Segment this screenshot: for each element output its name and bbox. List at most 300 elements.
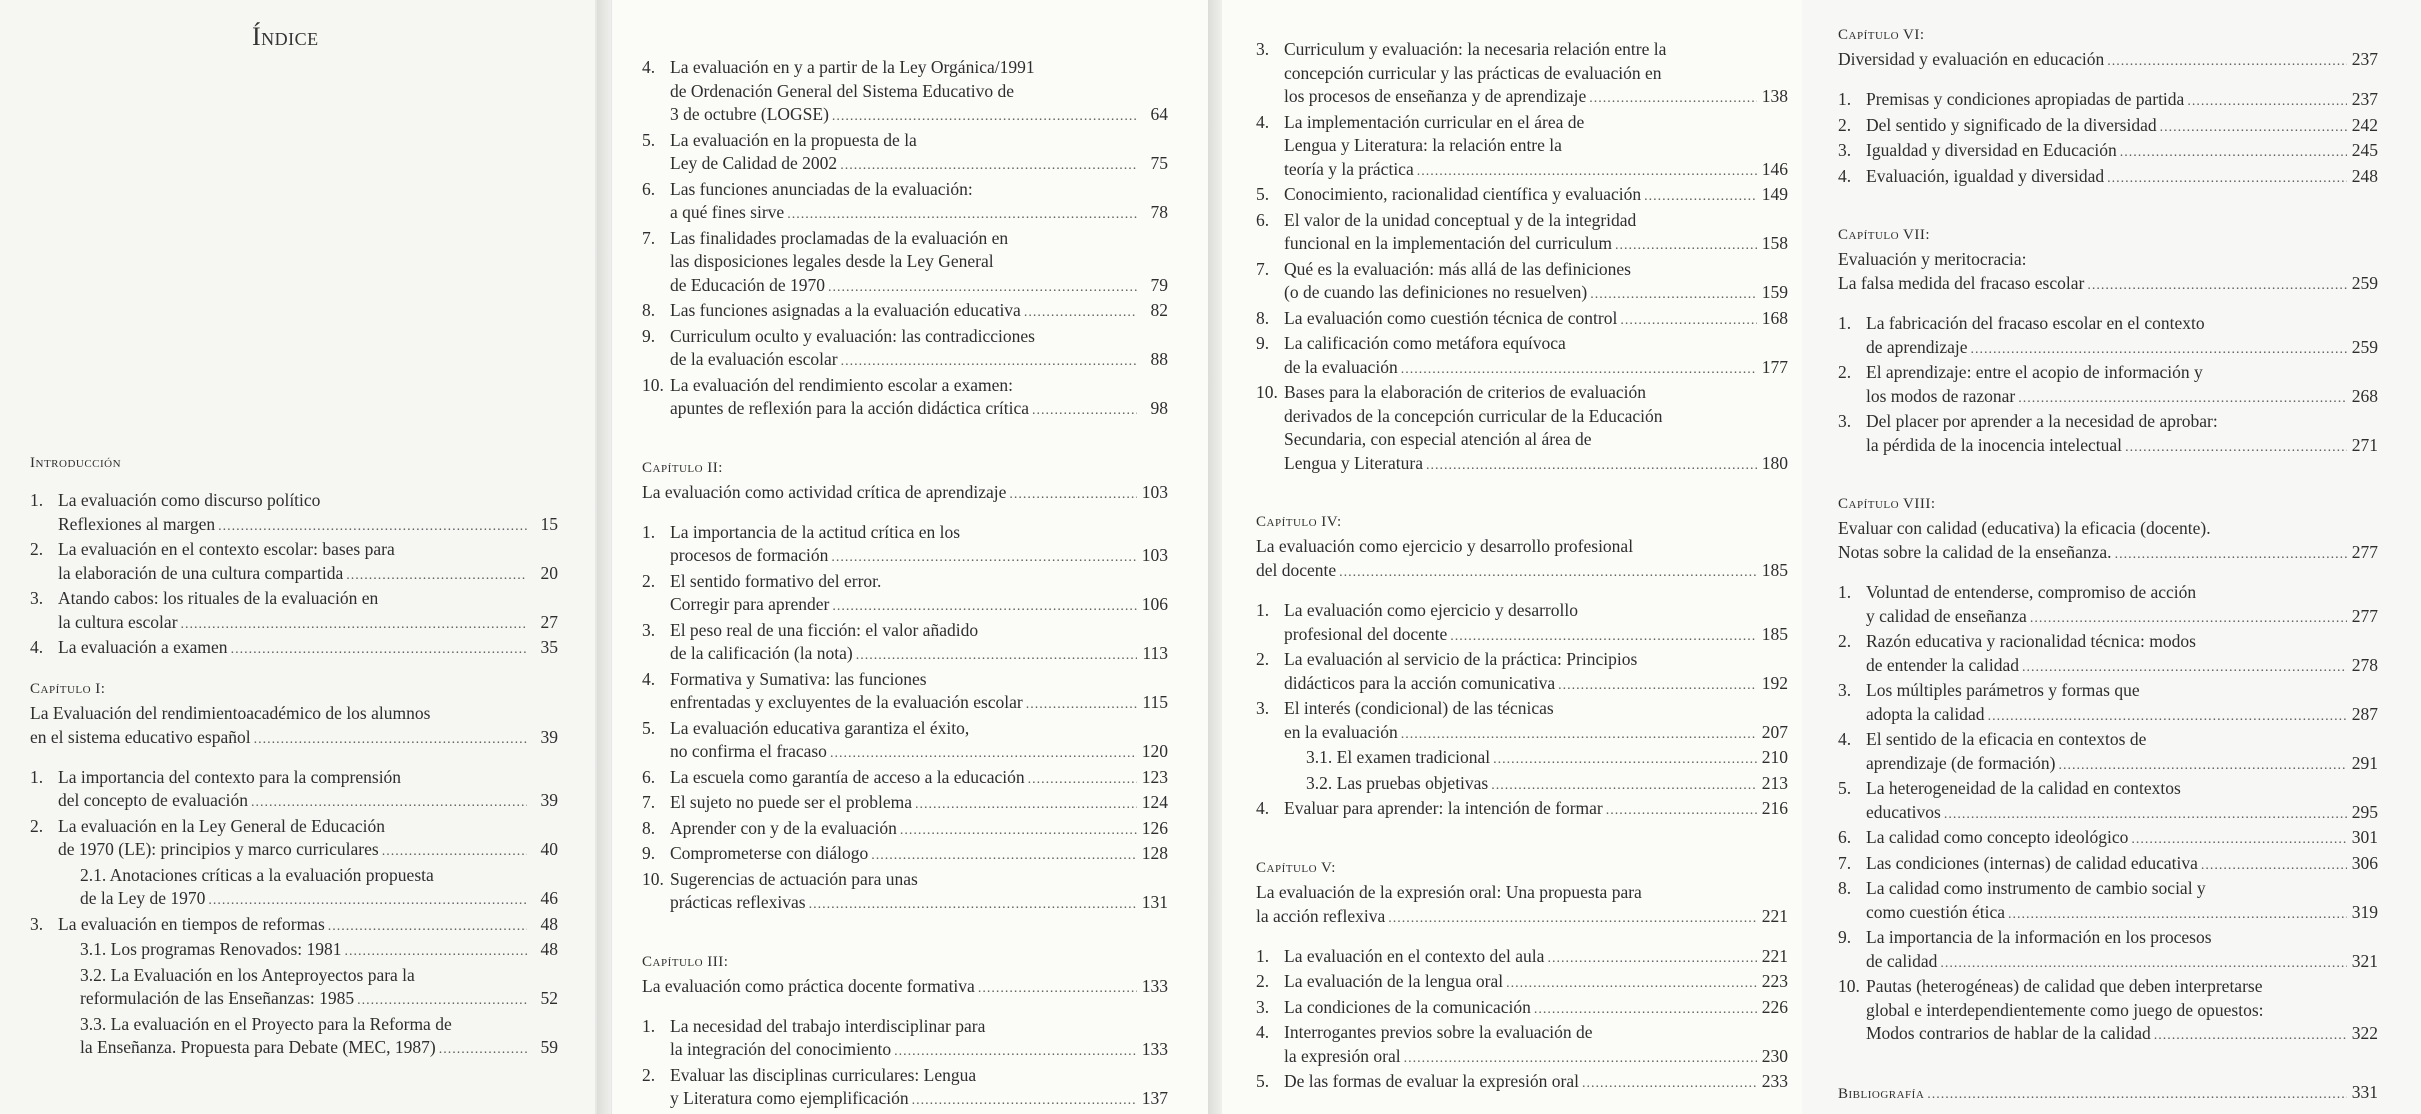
toc-entry[interactable] — [1838, 679, 2378, 728]
entry-last-line — [80, 938, 558, 964]
entry-number: 6. — [642, 766, 656, 787]
entry-last-line — [1866, 605, 2378, 631]
entry-number: 7. — [642, 227, 656, 248]
entry-text: La evaluación como ejercicio y desarrollo — [1284, 600, 1578, 620]
toc-entry[interactable] — [1256, 1070, 1788, 1096]
entry-number: 3. — [642, 619, 656, 640]
toc-entry[interactable] — [1256, 38, 1788, 111]
leader-dots — [439, 1038, 527, 1062]
entry-text: global e interdependientemente como juego de opuestos: — [1866, 999, 2264, 1020]
entry-last-line — [670, 766, 1168, 792]
toc-subentry[interactable] — [30, 964, 558, 1013]
entry-text: la pérdida de la inocencia intelectual — [1866, 434, 2123, 455]
toc-entry[interactable] — [642, 227, 1168, 300]
entry-text: de aprendizaje — [1866, 336, 1968, 357]
leader-dots — [1620, 309, 1757, 333]
entry-text: La calificación como metáfora equívoca — [1284, 333, 1566, 353]
leader-dots — [830, 742, 1137, 766]
leader-dots — [382, 840, 527, 864]
chapter-entry-list — [30, 766, 558, 1062]
entry-last-line — [670, 299, 1168, 325]
entry-text: La evaluación como actividad crítica de aprendizaje — [642, 481, 1007, 502]
page-number: 20 — [540, 562, 558, 583]
leader-dots — [828, 276, 1137, 300]
entry-text: Razón educativa y racionalidad técnica: modos — [1866, 631, 2196, 651]
toc-entry[interactable] — [1256, 797, 1788, 823]
leader-dots — [978, 977, 1137, 1001]
entry-text: en el sistema educativo español — [30, 726, 251, 747]
toc-entry[interactable] — [1256, 307, 1788, 333]
page-number: 103 — [1141, 545, 1168, 565]
entry-text: la cultura escolar — [58, 611, 178, 632]
entry-last-line — [1284, 232, 1788, 258]
toc-entry[interactable] — [642, 129, 1168, 178]
entry-last-line — [80, 987, 558, 1013]
leader-dots — [1534, 998, 1757, 1022]
leader-dots — [231, 638, 527, 662]
entry-last-line — [1256, 904, 1788, 931]
leader-dots — [1491, 774, 1757, 798]
toc-entry[interactable] — [642, 1064, 1168, 1113]
entry-text: como cuestión ética — [1866, 901, 2005, 922]
entry-last-line — [670, 1087, 1168, 1113]
leader-dots — [1426, 454, 1757, 478]
toc-entry[interactable] — [642, 868, 1168, 917]
chapter-title — [1838, 47, 2378, 74]
leader-dots — [1582, 1072, 1757, 1096]
toc-entry[interactable] — [1838, 728, 2378, 777]
chapter-heading: Capítulo VI: — [1838, 27, 1925, 43]
toc-subentry[interactable] — [30, 938, 558, 964]
toc-entry[interactable] — [642, 374, 1168, 423]
toc-entry[interactable] — [1838, 165, 2378, 191]
entry-number: 5. — [1256, 184, 1270, 204]
entry-text: de entender la calidad — [1866, 654, 2020, 675]
page-gutter — [597, 0, 611, 1114]
entry-text: La evaluación como práctica docente formativa — [642, 975, 975, 996]
entry-last-line — [670, 791, 1168, 817]
page-number: 180 — [1761, 452, 1788, 473]
entry-text: Atando cabos: los rituales de la evaluación en — [58, 588, 379, 608]
entry-last-line — [58, 636, 558, 662]
entry-text: las disposiciones legales desde la Ley General — [670, 251, 994, 271]
toc-entry[interactable] — [1256, 381, 1788, 477]
toc-entry[interactable] — [642, 619, 1168, 668]
toc-entry[interactable] — [1838, 826, 2378, 852]
entry-text: la Enseñanza. Propuesta para Debate (MEC, 1987) — [80, 1037, 436, 1057]
entry-number: 1. — [1838, 89, 1852, 109]
entry-number: 9. — [1256, 333, 1270, 353]
leader-dots — [357, 989, 527, 1013]
page-number: 88 — [1150, 349, 1168, 369]
leader-dots — [1615, 234, 1757, 258]
toc-entry[interactable] — [1256, 111, 1788, 184]
toc-entry[interactable] — [1838, 777, 2378, 826]
toc-entry[interactable] — [642, 717, 1168, 766]
entry-text: de 1970 (LE): principios y marco curriculares — [58, 839, 379, 859]
page-number: 226 — [1761, 996, 1788, 1017]
toc-entry[interactable] — [642, 56, 1168, 129]
entry-number: 3. — [1838, 680, 1852, 700]
entry-last-line — [1284, 996, 1788, 1022]
leader-dots — [832, 595, 1137, 619]
entry-text: de la calificación (la nota) — [670, 643, 853, 663]
entry-text: La evaluación en la Ley General de Educación — [58, 815, 385, 836]
entry-number: 1. — [642, 521, 656, 542]
leader-dots — [831, 546, 1137, 570]
entry-number: 4. — [1838, 165, 1852, 186]
entry-text: Formativa y Sumativa: las funciones — [670, 668, 927, 689]
toc-entry[interactable] — [642, 766, 1168, 792]
entry-text: La implementación curricular en el área de — [1284, 111, 1585, 132]
entry-text: La evaluación en tiempos de reformas — [58, 913, 325, 934]
entry-last-line — [1284, 307, 1788, 333]
leader-dots — [1404, 1047, 1757, 1071]
toc-entry[interactable] — [1838, 581, 2378, 630]
p2-column — [642, 56, 1168, 1113]
toc-entry[interactable] — [1256, 697, 1788, 746]
page-number: 168 — [1761, 307, 1788, 328]
entry-text: profesional del docente — [1284, 623, 1448, 644]
toc-entry[interactable] — [1838, 139, 2378, 165]
entry-text: El sentido formativo del error. — [670, 570, 882, 591]
entry-last-line — [1284, 1045, 1788, 1071]
entry-text: Conocimiento, racionalidad científica y evaluación — [1284, 184, 1642, 204]
toc-entry[interactable] — [30, 587, 558, 636]
entry-last-line — [1284, 452, 1788, 478]
entry-text: La evaluación en la propuesta de la — [670, 129, 917, 150]
toc-entry[interactable] — [1256, 209, 1788, 258]
toc-entry[interactable] — [1256, 996, 1788, 1022]
entry-text: Del sentido y significado de la diversidad — [1866, 114, 2157, 135]
entry-number: 5. — [1256, 1071, 1270, 1091]
toc-entry[interactable] — [30, 815, 558, 864]
entry-number: 4. — [642, 668, 656, 689]
toc-entry[interactable] — [642, 791, 1168, 817]
leader-dots — [2107, 167, 2347, 191]
entry-number: 2. — [1838, 362, 1852, 382]
chapter-title — [1838, 516, 2378, 567]
leader-dots — [1940, 952, 2347, 976]
toc-entry[interactable] — [642, 178, 1168, 227]
entry-text: teoría y la práctica — [1284, 158, 1414, 179]
entry-last-line — [1866, 826, 2378, 852]
p3-column — [1256, 38, 1788, 1096]
entry-text: Modos contrarios de hablar de la calidad — [1866, 1023, 2151, 1043]
chapter-title — [1256, 534, 1788, 585]
leader-dots — [2115, 543, 2347, 567]
toc-entry[interactable] — [1256, 599, 1788, 648]
entry-last-line — [1838, 271, 2378, 298]
leader-dots — [2160, 116, 2347, 140]
entry-text: El interés (condicional) de las técnicas — [1284, 698, 1554, 718]
toc-subentry[interactable] — [1256, 772, 1788, 798]
entry-text: Qué es la evaluación: más allá de las definiciones — [1284, 258, 1631, 279]
page-number: 223 — [1761, 971, 1788, 991]
chapter-title — [1256, 880, 1788, 931]
chapter-heading: Capítulo III: — [642, 953, 729, 970]
entry-text: Evaluar las disciplinas curriculares: Lengua — [670, 1064, 977, 1085]
page-number: 301 — [2351, 827, 2378, 847]
entry-text: del concepto de evaluación — [58, 790, 248, 810]
leader-dots — [2125, 436, 2347, 460]
entry-list — [1256, 38, 1788, 477]
entry-text: adopta la calidad — [1866, 703, 1985, 724]
page-3 — [1222, 0, 1802, 1114]
entry-last-line — [1284, 85, 1788, 111]
toc-entry[interactable] — [642, 1015, 1168, 1064]
toc-entry[interactable] — [1838, 630, 2378, 679]
entry-text: Corregir para aprender — [670, 594, 830, 614]
entry-text: 2.1. Anotaciones críticas a la evaluación propuesta — [80, 864, 434, 885]
leader-dots — [1028, 768, 1137, 792]
leader-dots — [2022, 656, 2347, 680]
page-number: 27 — [540, 611, 558, 632]
toc-entry[interactable] — [642, 842, 1168, 868]
entry-last-line — [670, 642, 1168, 668]
toc-entry[interactable] — [30, 489, 558, 538]
page-number: 158 — [1761, 233, 1788, 253]
entry-number: 1. — [1256, 945, 1270, 966]
entry-text: apuntes de reflexión para la acción didáctica crítica — [670, 398, 1030, 418]
toc-subentry[interactable] — [30, 864, 558, 913]
toc-subentry[interactable] — [1256, 746, 1788, 772]
page-number: 192 — [1761, 672, 1788, 693]
entry-last-line — [58, 513, 558, 539]
page-1 — [0, 0, 595, 1114]
leader-dots — [809, 893, 1137, 917]
toc-entry[interactable] — [1256, 1021, 1788, 1070]
entry-text: aprendizaje (de formación) — [1866, 752, 2056, 773]
bibliography-label: Bibliografía — [1838, 1085, 1925, 1102]
toc-entry[interactable] — [1838, 877, 2378, 926]
toc-entry[interactable] — [1838, 410, 2378, 459]
entry-last-line — [1866, 950, 2378, 976]
page-number: 277 — [2351, 542, 2378, 562]
entry-text: derivados de la concepción curricular de la Educación — [1284, 405, 1663, 426]
page-number: 75 — [1150, 153, 1168, 173]
entry-text: 3.3. La evaluación en el Proyecto para la Reforma de — [80, 1013, 452, 1034]
entry-last-line — [1838, 540, 2378, 567]
leader-dots — [346, 564, 527, 588]
entry-number: 4. — [1838, 729, 1852, 749]
page-number: 131 — [1141, 892, 1168, 912]
toc-entry[interactable] — [642, 668, 1168, 717]
toc-entry[interactable] — [1256, 945, 1788, 971]
entry-last-line — [1284, 672, 1788, 698]
entry-text: Las condiciones (internas) de calidad educativa — [1866, 852, 2198, 873]
page-number: 82 — [1150, 300, 1168, 320]
entry-text: La calidad como instrumento de cambio social y — [1866, 878, 2206, 898]
leader-dots — [1927, 1083, 2347, 1107]
page-number: 128 — [1141, 843, 1168, 863]
entry-last-line — [1284, 281, 1788, 307]
chapter-entry-list — [1838, 581, 2378, 1048]
page-number: 40 — [540, 839, 558, 859]
chapter-entry-list — [642, 1015, 1168, 1113]
entry-last-line — [1284, 721, 1788, 747]
toc-entry[interactable] — [1256, 332, 1788, 381]
toc-entry[interactable] — [1256, 970, 1788, 996]
entry-number: 7. — [642, 792, 656, 812]
toc-entry[interactable] — [642, 570, 1168, 619]
entry-text: La heterogeneidad de la calidad en contextos — [1866, 778, 2181, 798]
page-number: 15 — [540, 513, 558, 534]
toc-entry[interactable] — [30, 913, 558, 939]
entry-number: 3. — [1256, 698, 1270, 718]
entry-number: 5. — [642, 717, 656, 738]
entry-text: La calidad como concepto ideológico — [1866, 827, 2129, 847]
entry-text: a qué fines sirve — [670, 202, 785, 222]
entry-text: De las formas de evaluar la expresión oral — [1284, 1071, 1579, 1091]
page-number: 177 — [1761, 356, 1788, 377]
leader-dots — [1401, 723, 1757, 747]
toc-subentry[interactable] — [30, 1013, 558, 1062]
entry-last-line — [1866, 852, 2378, 878]
page-number: 115 — [1142, 692, 1168, 712]
entry-last-line — [670, 274, 1168, 300]
toc-entry[interactable] — [1838, 852, 2378, 878]
toc-entry[interactable] — [1838, 926, 2378, 975]
entry-text: Ley de Calidad de 2002 — [670, 153, 838, 173]
toc-entry[interactable] — [30, 636, 558, 662]
entry-text: Las funciones asignadas a la evaluación educativa — [670, 300, 1021, 320]
entry-last-line — [58, 611, 558, 637]
entry-text: (o de cuando las definiciones no resuelven) — [1284, 282, 1588, 302]
entry-last-line — [1866, 901, 2378, 927]
entry-last-line — [670, 201, 1168, 227]
toc-entry[interactable] — [1256, 183, 1788, 209]
intro-heading: Introducción — [30, 455, 122, 471]
entry-last-line — [1284, 970, 1788, 996]
chapter-title — [642, 974, 1168, 1001]
entry-number: 7. — [1838, 852, 1852, 873]
page-number: 271 — [2351, 434, 2378, 455]
entry-text: de Educación de 1970 — [670, 274, 826, 295]
leader-dots — [328, 915, 527, 939]
page-number: 207 — [1761, 721, 1788, 742]
entry-last-line — [58, 789, 558, 815]
entry-last-line — [1866, 434, 2378, 460]
toc-entry[interactable] — [642, 817, 1168, 843]
entry-number: 5. — [642, 129, 656, 150]
entry-last-line — [1866, 752, 2378, 778]
page-number: 133 — [1141, 1039, 1168, 1059]
entry-last-line — [670, 348, 1168, 374]
entry-number: 6. — [1256, 209, 1270, 230]
chapter-entry-list — [1838, 312, 2378, 459]
toc-entry[interactable] — [642, 521, 1168, 570]
leader-dots — [2201, 854, 2347, 878]
entry-text: El sujeto no puede ser el problema — [670, 792, 913, 812]
page-number: 64 — [1150, 104, 1168, 124]
toc-entry[interactable] — [1838, 88, 2378, 114]
entry-number: 8. — [1838, 878, 1852, 898]
toc-entry[interactable] — [1256, 258, 1788, 307]
entry-text: Lengua y Literatura — [1284, 452, 1423, 473]
entry-last-line — [670, 891, 1168, 917]
toc-entry[interactable] — [642, 325, 1168, 374]
leader-dots — [1024, 301, 1137, 325]
entry-text: la elaboración de una cultura compartida — [58, 562, 344, 583]
entry-text: Sugerencias de actuación para unas — [670, 868, 918, 889]
entry-last-line — [1284, 356, 1788, 382]
entry-number: 4. — [642, 57, 656, 77]
entry-text: funcional en la implementación del curriculum — [1284, 233, 1613, 253]
leader-dots — [894, 1040, 1137, 1064]
entry-last-line — [1866, 385, 2378, 411]
entry-list — [642, 56, 1168, 423]
page-number: 138 — [1761, 86, 1788, 106]
entry-last-line — [670, 740, 1168, 766]
entry-last-line — [1284, 945, 1788, 971]
entry-text: procesos de formación — [670, 545, 829, 565]
page-number: 321 — [2351, 950, 2378, 971]
toc-entry[interactable] — [1838, 975, 2378, 1048]
entry-number: 1. — [30, 766, 44, 787]
entry-number: 10. — [642, 374, 664, 395]
entry-text: Lengua y Literatura: la relación entre la — [1284, 135, 1562, 155]
entry-text: El sentido de la eficacia en contextos de — [1866, 729, 2147, 749]
page-number: 149 — [1761, 184, 1788, 204]
entry-number: 4. — [1256, 798, 1270, 818]
entry-number: 1. — [642, 1015, 656, 1036]
toc-entry[interactable] — [30, 538, 558, 587]
entry-number: 6. — [1838, 827, 1852, 847]
page-number: 287 — [2351, 703, 2378, 724]
entry-text: prácticas reflexivas — [670, 892, 806, 912]
leader-dots — [2120, 141, 2347, 165]
entry-last-line — [1284, 623, 1788, 649]
entry-number: 1. — [1256, 600, 1270, 620]
entry-text: La evaluación educativa garantiza el éxito, — [670, 717, 970, 738]
page-number: 133 — [1141, 975, 1168, 996]
entry-text: 3 de octubre (LOGSE) — [670, 104, 829, 124]
entry-number: 1. — [1838, 313, 1852, 333]
chapter-heading: Capítulo I: — [30, 680, 106, 697]
toc-entry[interactable] — [30, 766, 558, 815]
entry-text: Comprometerse con diálogo — [670, 843, 869, 863]
entry-last-line — [1866, 114, 2378, 140]
leader-dots — [2008, 903, 2347, 927]
toc-entry[interactable] — [1256, 648, 1788, 697]
entry-last-line — [1284, 797, 1788, 823]
leader-dots — [1032, 399, 1137, 423]
leader-dots — [912, 1089, 1137, 1113]
entry-text: de Ordenación General del Sistema Educativo de — [670, 80, 1015, 101]
entry-text: 3.2. Las pruebas objetivas — [1306, 772, 1489, 793]
entry-text: Notas sobre la calidad de la enseñanza. — [1838, 542, 2112, 562]
toc-entry[interactable] — [1838, 114, 2378, 140]
page-number: 123 — [1141, 766, 1168, 787]
leader-dots — [2131, 828, 2347, 852]
entry-last-line — [1866, 703, 2378, 729]
entry-number: 8. — [642, 300, 656, 320]
entry-text: El valor de la unidad conceptual y de la integridad — [1284, 209, 1637, 230]
entry-text: concepción curricular y las prácticas de evaluación en — [1284, 62, 1662, 83]
toc-entry[interactable] — [642, 299, 1168, 325]
leader-dots — [1009, 483, 1137, 507]
entry-text: La evaluación en el contexto escolar: bases para — [58, 539, 395, 559]
toc-entry[interactable] — [1838, 361, 2378, 410]
entry-last-line — [1306, 772, 1788, 798]
page-number: 237 — [2351, 89, 2378, 109]
page-number: 78 — [1150, 202, 1168, 222]
page-number: 213 — [1761, 772, 1788, 793]
toc-entry[interactable] — [1838, 312, 2378, 361]
chapter-entry-list — [1838, 88, 2378, 190]
entry-last-line — [1284, 1070, 1788, 1096]
